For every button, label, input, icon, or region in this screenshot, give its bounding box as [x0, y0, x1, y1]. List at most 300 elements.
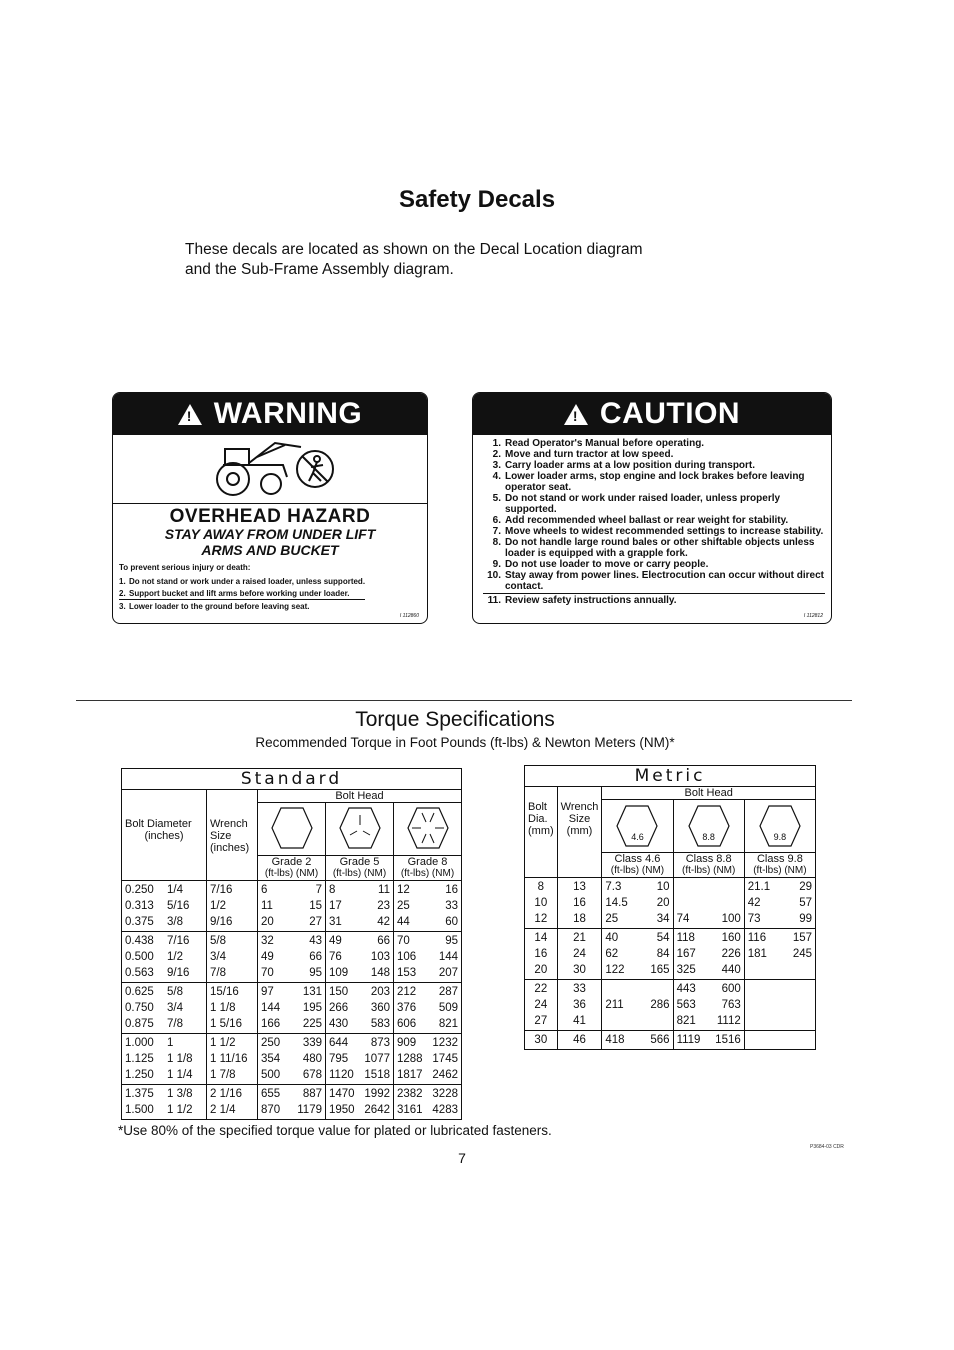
- table-cell-value: 21.1: [747, 881, 771, 893]
- table-cell-value: 1077: [364, 1053, 390, 1065]
- table-cell-value: 1179: [297, 1104, 322, 1116]
- table-cell-value: 42: [377, 916, 390, 928]
- caution-header: [473, 393, 831, 435]
- table-cell-value: 9/16: [167, 967, 190, 979]
- table-cell-value: 655: [261, 1088, 281, 1100]
- class-8-8-header: Class 8.8 (ft-lbs) (NM): [673, 853, 744, 878]
- table-cell-value: 95: [309, 967, 322, 979]
- table-cell-value: 195: [302, 1002, 322, 1014]
- table-cell-pair: [397, 1086, 458, 1102]
- table-cell-value: 29: [799, 881, 812, 893]
- metric-wrench-cell: [557, 929, 602, 980]
- bolt-head-header: Bolt Head: [258, 790, 462, 803]
- table-cell-value: 76: [329, 951, 342, 963]
- tractor-loader-hazard-icon: [205, 437, 341, 497]
- table-cell-pair: [329, 1035, 390, 1051]
- table-cell-pair: [125, 1102, 203, 1118]
- table-cell-pair: [677, 962, 741, 978]
- table-cell-pair: [261, 1051, 322, 1067]
- list-item: 10. Stay away from power lines. Electrocution can occur without direct contact.: [487, 570, 824, 592]
- table-cell-value: 5/16: [167, 900, 190, 912]
- warning-divider: [113, 503, 427, 504]
- grade-2-cell: [258, 983, 326, 1034]
- table-cell-pair: [677, 895, 741, 911]
- table-cell-value: 7/16: [167, 935, 190, 947]
- standard-torque-table: [121, 768, 462, 1120]
- table-cell-value: 41: [573, 1015, 586, 1027]
- table-cell-value: 1119: [676, 1034, 701, 1046]
- table-cell-value: 2462: [432, 1069, 458, 1081]
- table-cell-value: 40: [605, 932, 619, 944]
- table-row: [122, 881, 462, 932]
- metric-table-body: [525, 878, 816, 1050]
- table-cell-value: 1516: [715, 1034, 741, 1046]
- table-cell-pair: [605, 1013, 669, 1029]
- grade-5-cell: [326, 1034, 394, 1085]
- table-cell-pair: [677, 946, 741, 962]
- list-item: 2. Move and turn tractor at low speed.: [492, 449, 674, 460]
- table-cell-value: 54: [656, 932, 670, 944]
- table-cell-value: 46: [573, 1034, 586, 1046]
- table-cell-pair: [125, 914, 203, 930]
- table-cell-pair: [605, 981, 669, 997]
- table-cell-value: 49: [261, 951, 274, 963]
- class-9-8-cell: [744, 980, 815, 1031]
- table-cell-value: 5/8: [210, 935, 226, 947]
- table-cell-pair: [261, 882, 322, 898]
- table-cell-pair: [261, 949, 322, 965]
- table-cell-pair: [125, 1000, 203, 1016]
- table-cell-pair: [261, 965, 322, 981]
- table-cell-value: 0.313: [125, 900, 154, 912]
- table-row: [525, 878, 816, 929]
- table-cell-value: 106: [397, 951, 417, 963]
- table-cell-pair: [329, 1102, 390, 1118]
- table-cell-value: 160: [721, 932, 741, 944]
- table-cell-pair: [261, 1000, 322, 1016]
- caution-header-text: CAUTION: [599, 397, 741, 430]
- table-cell-value: 15/16: [210, 986, 239, 998]
- table-cell-value: 157: [792, 932, 812, 944]
- table-cell-value: 15: [309, 900, 322, 912]
- list-item: 1. Do not stand or work under a raised loader, unless supported.: [119, 577, 366, 586]
- table-cell-value: 1232: [432, 1037, 458, 1049]
- table-cell-value: 23: [377, 900, 390, 912]
- grade-2-cell: [258, 1085, 326, 1120]
- table-row: [525, 1031, 816, 1050]
- list-item: 7. Move wheels to widest recommended settings to increase stability.: [492, 526, 824, 537]
- table-cell-value: 0.438: [125, 935, 154, 947]
- table-cell-value: 109: [329, 967, 349, 979]
- table-cell-value: 0.500: [125, 951, 154, 963]
- table-cell-pair: [605, 879, 669, 895]
- table-cell-value: 1 1/2: [210, 1037, 236, 1049]
- grade-2-cell: [258, 881, 326, 932]
- overhead-hazard-text: OVERHEAD HAZARD: [169, 506, 371, 527]
- bolt-dia-cell: [525, 929, 558, 980]
- metric-wrench-cell: [557, 878, 602, 929]
- table-cell-value: 821: [438, 1018, 458, 1030]
- table-cell-value: 443: [676, 983, 696, 995]
- table-cell-pair: [261, 1035, 322, 1051]
- warning-intro: To prevent serious injury or death:: [119, 563, 251, 572]
- table-cell-value: 7: [315, 884, 322, 896]
- torque-subtitle: Recommended Torque in Foot Pounds (ft-lbs) & Newton Meters (NM)*: [255, 735, 675, 750]
- table-cell-value: 167: [676, 948, 696, 960]
- table-cell-pair: [605, 946, 669, 962]
- table-cell-value: 1 3/8: [167, 1088, 193, 1100]
- list-item: 5. Do not stand or work under raised loader, unless properly supported.: [492, 493, 781, 515]
- table-cell-value: 354: [261, 1053, 281, 1065]
- table-cell-pair: [125, 1067, 203, 1083]
- table-cell-value: 74: [676, 913, 690, 925]
- table-cell-value: 10: [656, 881, 670, 893]
- table-cell-value: 600: [721, 983, 741, 995]
- grade-8-cell: [394, 1034, 462, 1085]
- wrench-size-cell: [207, 1034, 258, 1085]
- table-cell-value: 0.375: [125, 916, 154, 928]
- table-cell-pair: [397, 1035, 458, 1051]
- page-title: Safety Decals: [398, 186, 556, 213]
- metric-wrench-header: Wrench Size (mm): [557, 787, 602, 878]
- table-cell-value: 430: [329, 1018, 349, 1030]
- table-cell-value: 97: [261, 986, 274, 998]
- list-item: 11. Review safety instructions annually.: [483, 593, 825, 606]
- table-cell-pair: [677, 997, 741, 1013]
- table-cell-value: 0.750: [125, 1002, 154, 1014]
- table-cell-pair: [125, 1016, 203, 1032]
- table-cell-value: 84: [656, 948, 670, 960]
- table-cell-value: 1 5/16: [210, 1018, 242, 1030]
- table-cell-value: 21: [573, 932, 586, 944]
- table-cell-value: 181: [747, 948, 767, 960]
- table-cell-value: 17: [329, 900, 342, 912]
- table-cell-value: 1.125: [125, 1053, 154, 1065]
- table-cell-value: 1 1/2: [167, 1104, 193, 1116]
- table-cell-value: 14: [534, 932, 548, 944]
- table-cell-value: 44: [397, 916, 410, 928]
- table-cell-value: 16: [445, 884, 458, 896]
- list-item: 4. Lower loader arms, stop engine and lock brakes before leaving operator seat.: [492, 471, 805, 493]
- class-9-8-cell: [744, 1031, 815, 1050]
- table-cell-value: 49: [329, 935, 342, 947]
- table-cell-value: 122: [605, 964, 625, 976]
- grade-5-cell: [326, 1085, 394, 1120]
- table-cell-value: 13: [573, 881, 586, 893]
- table-cell-value: 25: [605, 913, 619, 925]
- table-cell-value: 1817: [397, 1069, 423, 1081]
- section-divider: [76, 700, 852, 701]
- table-cell-value: 7.3: [605, 881, 622, 893]
- table-cell-pair: [397, 914, 458, 930]
- table-cell-pair: [397, 984, 458, 1000]
- table-cell-value: 1/4: [167, 884, 183, 896]
- table-cell-value: 25: [397, 900, 410, 912]
- table-cell-value: 118: [676, 932, 695, 944]
- table-cell-pair: [605, 997, 669, 1013]
- table-cell-value: 31: [329, 916, 342, 928]
- grade-8-cell: [394, 881, 462, 932]
- table-cell-value: 509: [438, 1002, 458, 1014]
- table-cell-value: 3228: [432, 1088, 458, 1100]
- table-cell-value: 144: [438, 951, 458, 963]
- table-cell-pair: [261, 933, 322, 949]
- table-cell-pair: [397, 1051, 458, 1067]
- table-cell-value: 11: [261, 900, 273, 912]
- table-cell-value: 207: [438, 967, 458, 979]
- class-8-8-cell: [673, 1031, 744, 1050]
- table-cell-value: 211: [605, 999, 624, 1011]
- wrench-size-cell: [207, 932, 258, 983]
- table-cell-value: 1992: [364, 1088, 390, 1100]
- table-cell-value: 763: [721, 999, 741, 1011]
- table-cell-value: 873: [370, 1037, 390, 1049]
- table-cell-pair: [125, 984, 203, 1000]
- table-cell-value: 144: [261, 1002, 281, 1014]
- table-cell-value: 266: [329, 1002, 349, 1014]
- table-cell-pair: [748, 895, 812, 911]
- table-cell-pair: [125, 949, 203, 965]
- table-cell-value: 2382: [397, 1088, 423, 1100]
- table-cell-pair: [677, 981, 741, 997]
- table-cell-pair: [397, 882, 458, 898]
- grade-8-cell: [394, 932, 462, 983]
- table-cell-value: 440: [721, 964, 741, 976]
- class-4-6-cell: [602, 929, 673, 980]
- table-cell-pair: [748, 911, 812, 927]
- stay-away-text: [113, 526, 427, 558]
- grade-8-hex-icon: [394, 803, 462, 856]
- standard-caption: Standard: [122, 769, 462, 790]
- table-cell-value: 1950: [329, 1104, 355, 1116]
- table-cell-value: 43: [309, 935, 322, 947]
- table-cell-value: 60: [445, 916, 458, 928]
- table-cell-value: 3/8: [167, 916, 183, 928]
- torque-title: Torque Specifications: [355, 708, 555, 731]
- class-4-6-hex-icon: 4.6: [602, 800, 673, 853]
- table-cell-value: 245: [792, 948, 812, 960]
- table-cell-pair: [125, 1086, 203, 1102]
- table-cell-pair: [605, 930, 669, 946]
- torque-footnote: *Use 80% of the specified torque value for plated or lubricated fasteners.: [118, 1123, 552, 1138]
- list-item: 3. Carry loader arms at a low position during transport.: [492, 460, 756, 471]
- table-cell-value: 1 7/8: [210, 1069, 236, 1081]
- table-cell-value: 7/16: [210, 884, 233, 896]
- warning-header-text: WARNING: [213, 397, 363, 430]
- table-row: [122, 1085, 462, 1120]
- table-cell-value: 339: [302, 1037, 322, 1049]
- table-cell-pair: [605, 1032, 669, 1048]
- table-cell-value: 148: [370, 967, 390, 979]
- table-cell-pair: [677, 930, 741, 946]
- table-cell-value: 62: [605, 948, 619, 960]
- table-cell-value: 95: [445, 935, 458, 947]
- table-cell-pair: [397, 1000, 458, 1016]
- list-item: 2. Support bucket and lift arms before working under loader.: [119, 588, 350, 598]
- table-cell-pair: [125, 1051, 203, 1067]
- table-cell-value: 12: [397, 884, 410, 896]
- table-cell-value: 566: [650, 1034, 670, 1046]
- table-cell-pair: [329, 1016, 390, 1032]
- table-cell-value: 500: [261, 1069, 281, 1081]
- table-cell-value: 795: [329, 1053, 349, 1065]
- table-cell-value: 0.250: [125, 884, 154, 896]
- table-cell-value: 226: [721, 948, 741, 960]
- stay-away-line-2: ARMS AND BUCKET: [201, 542, 339, 558]
- table-cell-value: 153: [397, 967, 417, 979]
- table-cell-value: 1288: [397, 1053, 423, 1065]
- table-cell-value: 1 1/8: [167, 1053, 193, 1065]
- table-cell-pair: [397, 933, 458, 949]
- caution-triangle-icon: [564, 404, 588, 425]
- table-cell-value: 287: [438, 986, 458, 998]
- table-cell-pair: [125, 965, 203, 981]
- bolt-dia-cell: [525, 980, 558, 1031]
- warning-triangle-icon: [178, 404, 202, 425]
- table-cell-pair: [261, 984, 322, 1000]
- table-cell-value: 20: [534, 964, 548, 976]
- table-cell-pair: [261, 1016, 322, 1032]
- table-cell-pair: [397, 965, 458, 981]
- table-cell-value: 100: [721, 913, 741, 925]
- grade-5-hex-icon: [326, 803, 394, 856]
- table-cell-pair: [261, 1086, 322, 1102]
- caution-decal: [472, 392, 832, 624]
- table-cell-value: 3/4: [210, 951, 226, 963]
- wrench-size-header: Wrench Size (inches): [207, 790, 258, 881]
- metric-torque-table: [524, 765, 816, 1050]
- table-cell-value: 1/2: [167, 951, 183, 963]
- table-cell-value: 360: [370, 1002, 390, 1014]
- metric-bolt-head-header: Bolt Head: [602, 787, 816, 800]
- table-cell-pair: [397, 949, 458, 965]
- table-cell-value: 8: [537, 881, 545, 893]
- table-cell-value: 14.5: [605, 897, 628, 909]
- bolt-dia-cell: [525, 1031, 558, 1050]
- table-cell-value: 12: [534, 913, 548, 925]
- table-row: [122, 932, 462, 983]
- table-cell-value: 1 11/16: [210, 1053, 248, 1065]
- table-cell-value: 166: [261, 1018, 281, 1030]
- table-cell-value: 30: [573, 964, 586, 976]
- bolt-diameter-cell: [122, 881, 207, 932]
- list-item: 9. Do not use loader to move or carry people.: [492, 559, 709, 570]
- table-cell-pair: [748, 879, 812, 895]
- table-cell-value: 212: [397, 986, 417, 998]
- grade-2-cell: [258, 932, 326, 983]
- grade-5-cell: [326, 932, 394, 983]
- table-cell-value: 73: [747, 913, 761, 925]
- table-cell-pair: [397, 1102, 458, 1118]
- table-cell-value: 1.000: [125, 1037, 154, 1049]
- table-cell-value: 165: [650, 964, 670, 976]
- table-cell-value: 250: [261, 1037, 281, 1049]
- table-cell-pair: [329, 965, 390, 981]
- table-row: [122, 983, 462, 1034]
- table-cell-value: 33: [445, 900, 458, 912]
- table-cell-pair: [329, 933, 390, 949]
- table-cell-pair: [677, 879, 741, 895]
- wrench-size-cell: [207, 1085, 258, 1120]
- warning-list: [119, 576, 365, 613]
- list-item: 3. Lower loader to the ground before leaving seat.: [119, 599, 365, 613]
- grade-2-header: Grade 2 (ft-lbs) (NM): [258, 856, 326, 881]
- table-cell-value: 9/16: [210, 916, 233, 928]
- list-item: 1. Read Operator's Manual before operating.: [492, 438, 705, 449]
- table-cell-pair: [125, 933, 203, 949]
- caution-part-number: I 112812: [803, 613, 823, 619]
- table-cell-value: 1.500: [125, 1104, 154, 1116]
- grade-5-cell: [326, 881, 394, 932]
- table-cell-value: 1.375: [125, 1088, 154, 1100]
- class-4-6-cell: [602, 1031, 673, 1050]
- table-cell-value: 57: [799, 897, 812, 909]
- bolt-diameter-cell: [122, 1085, 207, 1120]
- table-cell-value: 5/8: [167, 986, 183, 998]
- bolt-diameter-cell: [122, 932, 207, 983]
- wrench-size-cell: [207, 881, 258, 932]
- table-cell-pair: [329, 914, 390, 930]
- table-cell-value: 20: [656, 897, 670, 909]
- table-cell-pair: [605, 911, 669, 927]
- metric-caption: Metric: [525, 766, 816, 787]
- table-cell-value: 66: [309, 951, 322, 963]
- warning-header: [113, 393, 427, 435]
- table-cell-value: 66: [377, 935, 390, 947]
- table-cell-value: 563: [676, 999, 696, 1011]
- table-cell-pair: [329, 1067, 390, 1083]
- table-cell-value: 33: [573, 983, 586, 995]
- table-cell-value: 1.250: [125, 1069, 154, 1081]
- table-cell-value: 3161: [397, 1104, 423, 1116]
- table-cell-value: 583: [370, 1018, 390, 1030]
- class-8-8-cell: [673, 929, 744, 980]
- table-row: [122, 1034, 462, 1085]
- list-item: 8. Do not handle large round bales or other shiftable objects unless loader is equipped with a grapple fork.: [492, 537, 815, 559]
- table-cell-value: 286: [650, 999, 670, 1011]
- table-cell-value: 0.875: [125, 1018, 154, 1030]
- table-cell-value: 30: [534, 1034, 548, 1046]
- table-cell-pair: [125, 882, 203, 898]
- class-4-6-cell: [602, 878, 673, 929]
- list-item: 6. Add recommended wheel ballast or rear weight for stability.: [492, 515, 789, 526]
- grade-2-hex-icon: [258, 803, 326, 856]
- class-9-8-cell: [744, 878, 815, 929]
- grade-8-header: Grade 8 (ft-lbs) (NM): [394, 856, 462, 881]
- table-cell-value: 11: [378, 884, 390, 896]
- table-cell-value: 8: [329, 884, 336, 896]
- table-cell-pair: [329, 984, 390, 1000]
- table-cell-pair: [125, 898, 203, 914]
- table-cell-value: 7/8: [210, 967, 226, 979]
- table-cell-value: 203: [370, 986, 390, 998]
- table-cell-pair: [748, 997, 812, 1013]
- table-cell-pair: [261, 898, 322, 914]
- table-cell-value: 1470: [329, 1088, 355, 1100]
- table-cell-value: 7/8: [167, 1018, 183, 1030]
- table-cell-pair: [125, 1035, 203, 1051]
- table-cell-pair: [261, 1102, 322, 1118]
- table-cell-pair: [329, 882, 390, 898]
- table-cell-value: 70: [261, 967, 274, 979]
- class-8-8-cell: [673, 878, 744, 929]
- table-cell-value: 70: [397, 935, 410, 947]
- table-cell-pair: [329, 1000, 390, 1016]
- table-cell-pair: [748, 930, 812, 946]
- table-cell-value: 18: [573, 913, 586, 925]
- bolt-dia-cell: [525, 878, 558, 929]
- table-cell-pair: [329, 898, 390, 914]
